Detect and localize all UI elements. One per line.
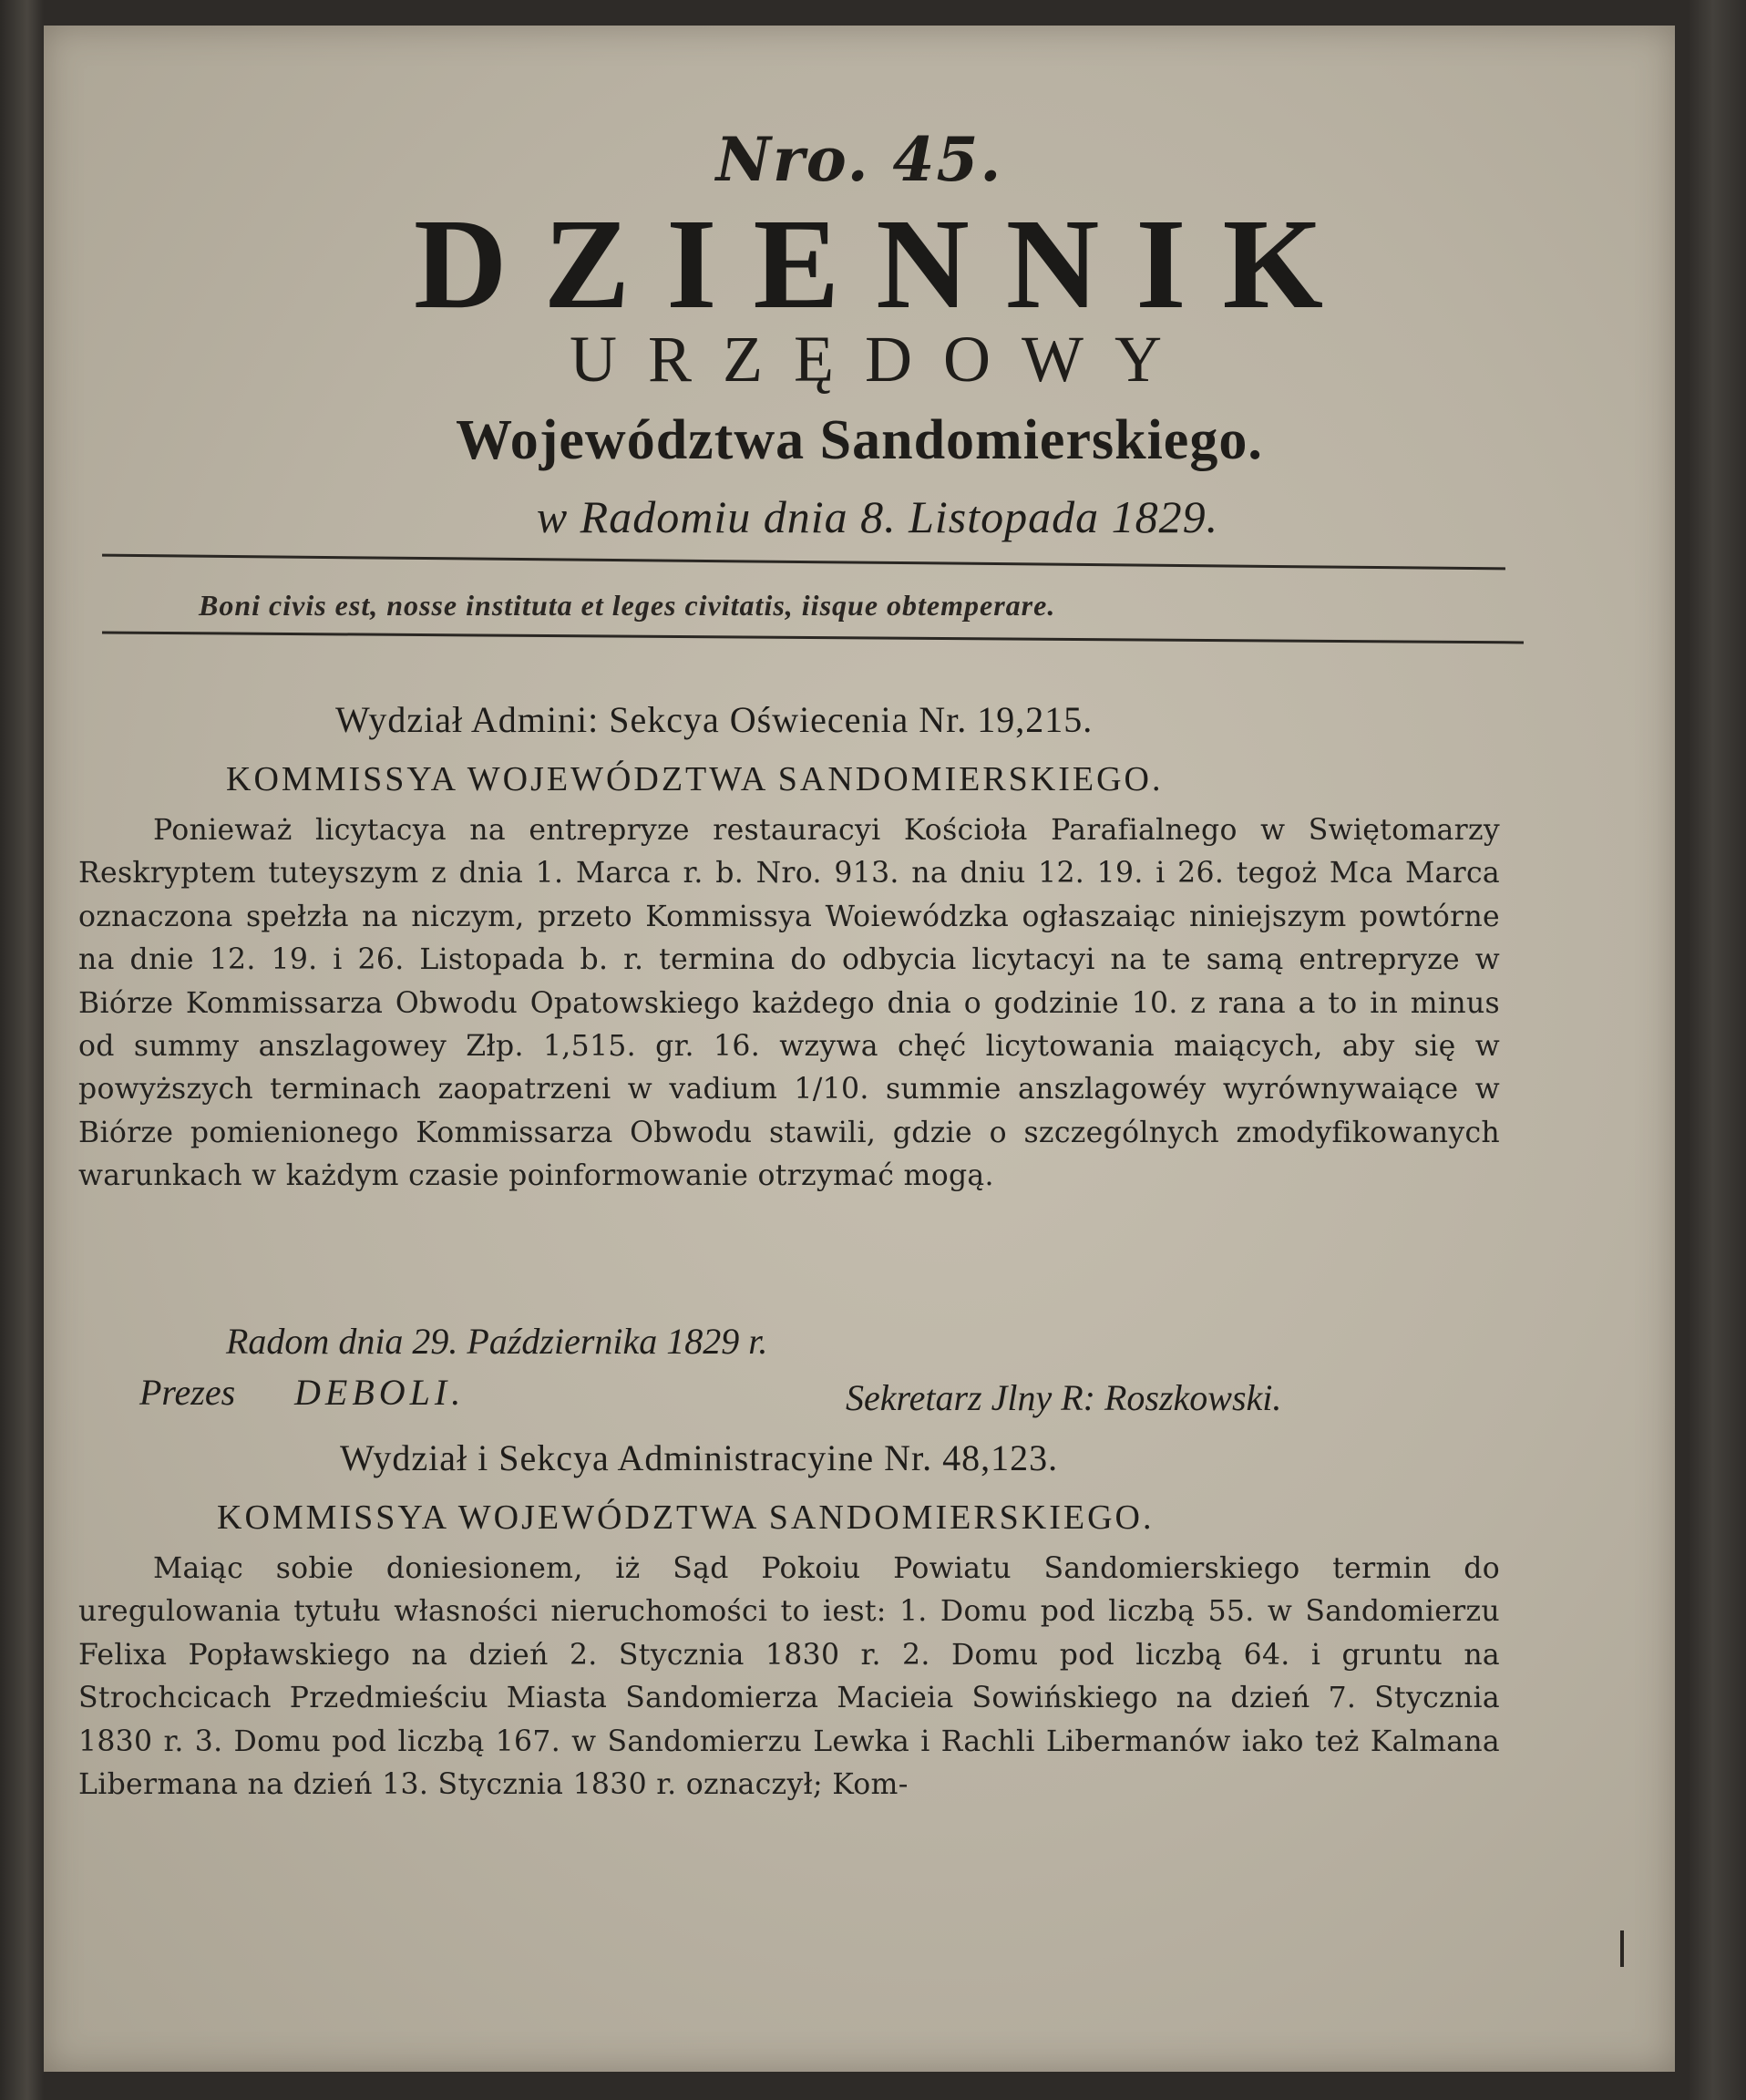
masthead-rule-top <box>102 554 1505 571</box>
margin-mark <box>1620 1930 1624 1967</box>
secretary-signature: Sekretarz Jlny R: Roszkowski. <box>846 1377 1282 1418</box>
notice1-body: Ponieważ licytacya na entrepryze restauracyi Kościoła Parafialnego w Swiętomarzy Reskryptem tuteyszym z dnia 1. Marca r. b. Nro. 913. na dniu 12. 19. i 26. tegoż Mca Marca oznaczona spełzła na niczym, przeto Kommissya Woiewódzka ogłaszaiąc niniejszym powtórne na dnie 12. 19. i 26. Listopada b. r. termina do odbycia licytacyi na te samą entrepryze w Biórze Kommissarza Obwodu Opatowskiego każdego dnia o godzinie 10. z rana a to in minus od summy anszlagowey Złp. 1,515. gr. 16. wzywa chęć licytowania maiących, aby się w powyższych terminach zaopatrzeni w vadium 1/10. summie anszlagowéy wyrównywaiące w Biórze pomienionego Kommissarza Obwodu stawili, gdzie o szczególnych zmodyfikowanych warunkach w każdym czasie poinformowanie otrzymać mogą. <box>78 814 1500 1193</box>
newspaper-title: DZIENNIK <box>413 191 1361 335</box>
dateline: w Radomiu dnia 8. Listopada 1829. <box>536 491 1219 542</box>
notice1-place-date: Radom dnia 29. Października 1829 r. <box>226 1321 768 1362</box>
president-name: DEBOLI. <box>294 1372 466 1413</box>
document-page <box>44 26 1675 2072</box>
notice2-body: Maiąc sobie doniesionem, iż Sąd Pokoiu Powiatu Sandomierskiego termin do uregulowania tytułu własności nieruchomości to iest: 1. Domu pod liczbą 55. w Sandomierzu Felixa Popławskiego na dzień 2. Stycznia 1830 r. 2. Domu pod liczbą 64. i gruntu na Strochcicach Przedmieściu Miasta Sandomierza Macieia Sowińskiego na dzień 7. Stycznia 1830 r. 3. Domu pod liczbą 167. w Sandomierzu Lewka i Rachli Libermanów iako też Kalmana Libermana na dzień 13. Stycznia 1830 r. oznaczył; Kom- <box>78 1552 1500 1802</box>
president-label: Prezes <box>139 1372 236 1413</box>
notice2-authority: KOMMISSYA WOJEWÓDZTWA SANDOMIERSKIEGO. <box>217 1498 1155 1537</box>
notice2-header: Wydział i Sekcya Administracyine Nr. 48,123. <box>340 1437 1059 1478</box>
notice1-authority: KOMMISSYA WOJEWÓDZTWA SANDOMIERSKIEGO. <box>226 760 1164 798</box>
motto: Boni civis est, nosse instituta et leges civitatis, iisque obtemperare. <box>199 589 1056 622</box>
newspaper-subtitle: URZĘDOWY <box>570 323 1193 396</box>
issue-number: Nro. 45. <box>715 124 1003 195</box>
notice1-header: Wydział Admini: Sekcya Oświecenia Nr. 19,215. <box>335 699 1094 740</box>
province-name: Województwa Sandomierskiego. <box>456 409 1263 471</box>
masthead-rule-bottom <box>102 632 1524 644</box>
